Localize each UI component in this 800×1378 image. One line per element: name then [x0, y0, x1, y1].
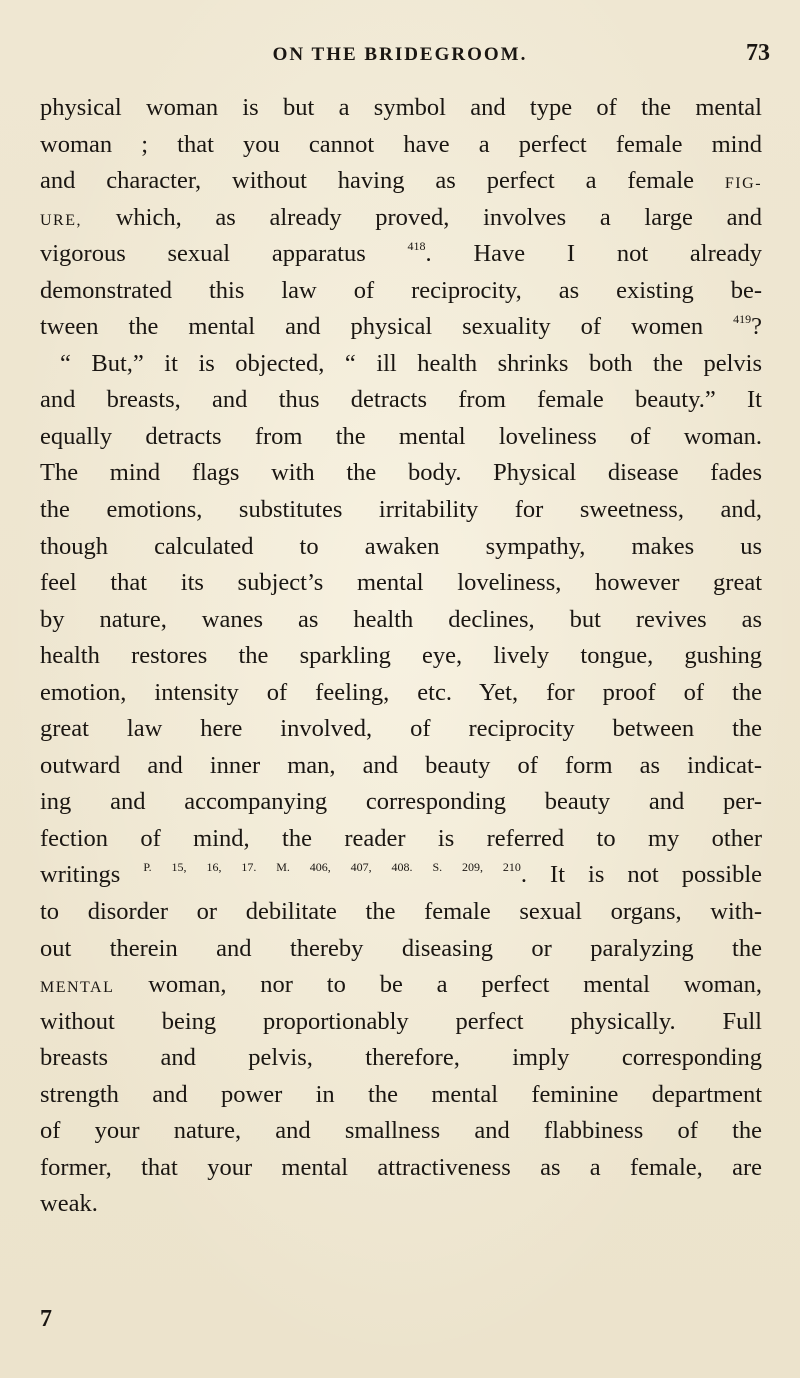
text-line: feel that its subject’s mental loveliness, however great [40, 569, 762, 597]
small-caps-word: MENTAL [40, 979, 115, 997]
signature-mark: 7 [40, 1306, 52, 1332]
text-line [40, 309, 762, 346]
small-caps-word: URE, [40, 211, 82, 229]
text-run: woman, nor to be a perfect mental woman, [114, 971, 762, 999]
text-line: breasts and pelvis, therefore, imply corresponding [40, 1044, 762, 1072]
text-line: equally detracts from the mental loveliness of woman. [40, 422, 762, 450]
text-line: weak. [40, 1190, 98, 1218]
page-number: 73 [746, 40, 770, 66]
text-line: out therein and thereby diseasing or paralyzing the [40, 934, 762, 962]
text-run: writings [40, 861, 121, 889]
text-run: tween the mental and physical sexuality of women [40, 313, 704, 341]
reference-superscript: 418 [407, 239, 426, 254]
body-text [40, 90, 762, 1223]
text-line: ing and accompanying corresponding beauty and per- [40, 788, 762, 816]
reference-superscript: 419 [733, 312, 752, 327]
text-line: by nature, wanes as health declines, but revives as [40, 605, 762, 633]
text-line: to disorder or debilitate the female sexual organs, with- [40, 898, 762, 926]
text-run: . It is not possible [520, 861, 763, 889]
text-line [40, 236, 762, 273]
text-line [40, 163, 762, 200]
text-line: health restores the sparkling eye, lively tongue, gushing [40, 642, 762, 670]
text-line: former, that your mental attractiveness as a female, are [40, 1153, 762, 1181]
reference-superscript: P. 15, 16, 17. M. 406, 407, 408. S. 209, 210 [143, 860, 521, 875]
text-line [40, 200, 762, 237]
text-line [40, 857, 762, 894]
text-line: fection of mind, the reader is referred to my other [40, 824, 762, 852]
text-line [40, 967, 762, 1004]
text-line: emotion, intensity of feeling, etc. Yet, for proof of the [40, 678, 762, 706]
text-line: and breasts, and thus detracts from female beauty.” It [40, 386, 762, 414]
text-run: . Have I not already [425, 240, 763, 268]
text-line: demonstrated this law of reciprocity, as existing be- [40, 276, 762, 304]
running-title: ON THE BRIDEGROOM. [272, 44, 528, 65]
text-line: “ But,” it is objected, “ ill health shrinks both the pelvis [60, 349, 762, 377]
text-line: outward and inner man, and beauty of form as indicat- [40, 751, 762, 779]
text-line: without being proportionably perfect physically. Full [40, 1007, 762, 1035]
text-line: The mind flags with the body. Physical disease fades [40, 459, 762, 487]
text-run: and character, without having as perfect a female [40, 167, 694, 195]
text-run: ? [751, 313, 763, 341]
text-line: strength and power in the mental feminine department [40, 1080, 762, 1108]
running-head [0, 40, 800, 76]
small-caps-word: FIG- [724, 175, 763, 193]
text-line: great law here involved, of reciprocity between the [40, 715, 762, 743]
text-run: which, as already proved, involves a large and [82, 203, 762, 231]
text-line: physical woman is but a symbol and type of the mental [40, 94, 762, 121]
text-line: of your nature, and smallness and flabbiness of the [40, 1117, 762, 1145]
text-run: vigorous sexual apparatus [40, 240, 366, 268]
text-line: the emotions, substitutes irritability for sweetness, and, [40, 496, 762, 524]
text-line: woman ; that you cannot have a perfect female mind [40, 130, 762, 158]
text-line: though calculated to awaken sympathy, makes us [40, 532, 762, 560]
